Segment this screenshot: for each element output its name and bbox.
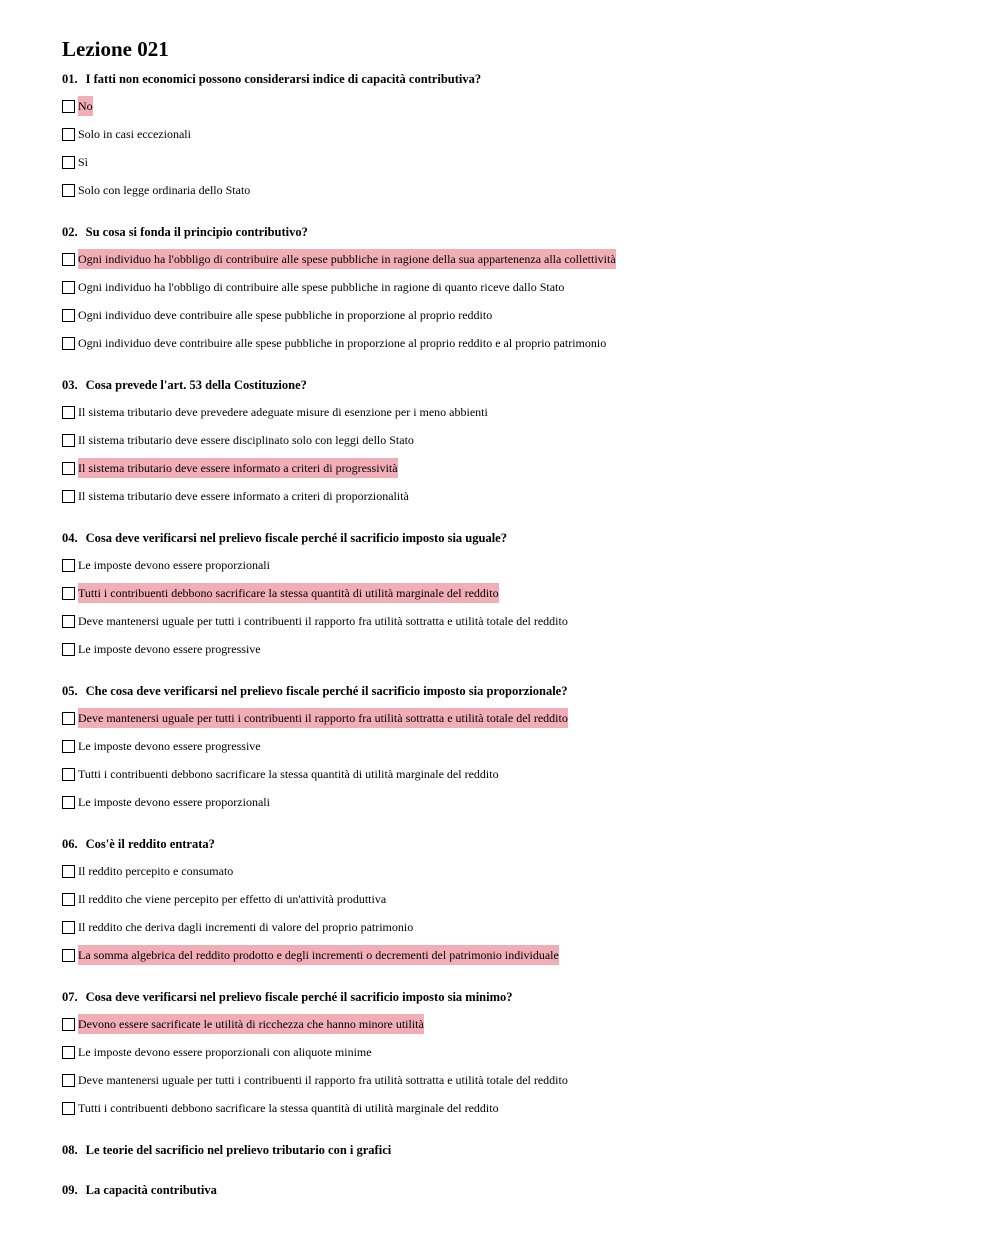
question-heading (62, 376, 962, 394)
answer-checkbox[interactable] (62, 490, 75, 503)
answer-option[interactable] (62, 96, 962, 116)
question-8 (62, 1141, 962, 1181)
answer-checkbox[interactable] (62, 184, 75, 197)
answer-label: Il sistema tributario deve prevedere adeguate misure di esenzione per i meno abbienti (78, 405, 488, 419)
answer-option[interactable] (62, 639, 962, 659)
answer-option[interactable] (62, 764, 962, 784)
answer-checkbox[interactable] (62, 128, 75, 141)
question-number: 04. (62, 531, 78, 545)
answer-checkbox[interactable] (62, 949, 75, 962)
question-2 (62, 223, 962, 376)
question-list (62, 70, 962, 1221)
answer-checkbox[interactable] (62, 281, 75, 294)
answer-label: Il sistema tributario deve essere disciplinato solo con leggi dello Stato (78, 433, 414, 447)
answer-option[interactable] (62, 430, 962, 450)
answer-checkbox[interactable] (62, 1074, 75, 1087)
question-4 (62, 529, 962, 682)
answer-label: Le imposte devono essere proporzionali (78, 558, 270, 572)
correct-answer-label: Devono essere sacrificate le utilità di ricchezza che hanno minore utilità (78, 1014, 424, 1034)
answer-label: Deve mantenersi uguale per tutti i contribuenti il rapporto fra utilità sottratta e utilità totale del reddito (78, 614, 568, 628)
answer-option[interactable] (62, 889, 962, 909)
question-text: La capacità contributiva (85, 1183, 217, 1197)
question-1 (62, 70, 962, 223)
question-text: Le teorie del sacrificio nel prelievo tributario con i grafici (85, 1143, 392, 1157)
question-6 (62, 835, 962, 988)
question-heading (62, 70, 962, 88)
answer-checkbox[interactable] (62, 1018, 75, 1031)
answer-checkbox[interactable] (62, 1046, 75, 1059)
answer-label: Il sistema tributario deve essere informato a criteri di proporzionalità (78, 489, 409, 503)
answer-options (62, 861, 962, 965)
answer-option[interactable] (62, 708, 962, 728)
answer-options (62, 555, 962, 659)
question-7 (62, 988, 962, 1141)
answer-option[interactable] (62, 305, 962, 325)
answer-checkbox[interactable] (62, 253, 75, 266)
answer-option[interactable] (62, 611, 962, 631)
question-heading (62, 529, 962, 547)
answer-label: Le imposte devono essere proporzionali con aliquote minime (78, 1045, 372, 1059)
question-number: 03. (62, 378, 78, 392)
question-number: 07. (62, 990, 78, 1004)
answer-option[interactable] (62, 945, 962, 965)
answer-option[interactable] (62, 917, 962, 937)
answer-option[interactable] (62, 124, 962, 144)
answer-option[interactable] (62, 583, 962, 603)
answer-label: Il reddito che viene percepito per effetto di un'attività produttiva (78, 892, 387, 906)
answer-checkbox[interactable] (62, 768, 75, 781)
answer-option[interactable] (62, 555, 962, 575)
answer-checkbox[interactable] (62, 740, 75, 753)
answer-checkbox[interactable] (62, 893, 75, 906)
answer-options (62, 96, 962, 200)
question-text: Cosa deve verificarsi nel prelievo fiscale perché il sacrificio imposto sia uguale? (85, 531, 507, 545)
correct-answer-label: Ogni individuo ha l'obbligo di contribuire alle spese pubbliche in ragione della sua appartenenza alla collettività (78, 249, 616, 269)
answer-checkbox[interactable] (62, 1102, 75, 1115)
answer-checkbox[interactable] (62, 309, 75, 322)
answer-option[interactable] (62, 861, 962, 881)
answer-label: Le imposte devono essere progressive (78, 642, 261, 656)
answer-label: Tutti i contribuenti debbono sacrificare la stessa quantità di utilità marginale del reddito (78, 1101, 499, 1115)
answer-options (62, 249, 962, 353)
correct-answer-label: Deve mantenersi uguale per tutti i contribuenti il rapporto fra utilità sottratta e utilità totale del reddito (78, 708, 568, 728)
answer-label: Ogni individuo deve contribuire alle spese pubbliche in proporzione al proprio reddito e al proprio patrimonio (78, 336, 607, 350)
answer-option[interactable] (62, 152, 962, 172)
answer-option[interactable] (62, 458, 962, 478)
answer-option[interactable] (62, 792, 962, 812)
answer-options (62, 708, 962, 812)
answer-checkbox[interactable] (62, 434, 75, 447)
question-number: 08. (62, 1143, 78, 1157)
question-text: I fatti non economici possono considerarsi indice di capacità contributiva? (85, 72, 482, 86)
question-number: 01. (62, 72, 78, 86)
question-text: Cos'è il reddito entrata? (85, 837, 215, 851)
answer-checkbox[interactable] (62, 462, 75, 475)
answer-checkbox[interactable] (62, 156, 75, 169)
answer-option[interactable] (62, 736, 962, 756)
answer-checkbox[interactable] (62, 615, 75, 628)
answer-checkbox[interactable] (62, 796, 75, 809)
answer-label: Ogni individuo deve contribuire alle spese pubbliche in proporzione al proprio reddito (78, 308, 493, 322)
question-text: Cosa deve verificarsi nel prelievo fiscale perché il sacrificio imposto sia minimo? (85, 990, 513, 1004)
question-heading (62, 682, 962, 700)
question-heading (62, 1141, 962, 1159)
question-heading (62, 835, 962, 853)
quiz-page (62, 36, 962, 1221)
answer-option[interactable] (62, 402, 962, 422)
answer-option[interactable] (62, 180, 962, 200)
answer-checkbox[interactable] (62, 406, 75, 419)
question-heading (62, 988, 962, 1006)
answer-option[interactable] (62, 1098, 962, 1118)
answer-checkbox[interactable] (62, 712, 75, 725)
answer-option[interactable] (62, 249, 962, 269)
answer-label: Le imposte devono essere progressive (78, 739, 261, 753)
answer-checkbox[interactable] (62, 921, 75, 934)
answer-option[interactable] (62, 1042, 962, 1062)
question-text: Cosa prevede l'art. 53 della Costituzione? (85, 378, 307, 392)
answer-label: Sì (78, 155, 89, 169)
question-text: Che cosa deve verificarsi nel prelievo fiscale perché il sacrificio imposto sia proporzionale? (85, 684, 568, 698)
answer-checkbox[interactable] (62, 865, 75, 878)
question-5 (62, 682, 962, 835)
answer-checkbox[interactable] (62, 587, 75, 600)
question-heading (62, 1181, 962, 1199)
answer-option[interactable] (62, 1014, 962, 1034)
answer-label: Solo in casi eccezionali (78, 127, 191, 141)
correct-answer-label: Il sistema tributario deve essere informato a criteri di progressività (78, 458, 398, 478)
answer-checkbox[interactable] (62, 100, 75, 113)
answer-option[interactable] (62, 1070, 962, 1090)
answer-label: Le imposte devono essere proporzionali (78, 795, 270, 809)
correct-answer-label: Tutti i contribuenti debbono sacrificare la stessa quantità di utilità marginale del reddito (78, 583, 499, 603)
correct-answer-label: No (78, 96, 93, 116)
question-3 (62, 376, 962, 529)
answer-label: Ogni individuo ha l'obbligo di contribuire alle spese pubbliche in ragione di quanto riceve dallo Stato (78, 280, 565, 294)
answer-checkbox[interactable] (62, 559, 75, 572)
answer-checkbox[interactable] (62, 643, 75, 656)
answer-options (62, 402, 962, 506)
question-text: Su cosa si fonda il principio contributivo? (85, 225, 308, 239)
answer-option[interactable] (62, 277, 962, 297)
answer-label: Solo con legge ordinaria dello Stato (78, 183, 251, 197)
answer-label: Deve mantenersi uguale per tutti i contribuenti il rapporto fra utilità sottratta e utilità totale del reddito (78, 1073, 568, 1087)
answer-options (62, 1014, 962, 1118)
question-number: 06. (62, 837, 78, 851)
answer-option[interactable] (62, 486, 962, 506)
lesson-title: Lezione 021 (62, 37, 169, 61)
question-heading (62, 223, 962, 241)
question-number: 02. (62, 225, 78, 239)
answer-checkbox[interactable] (62, 337, 75, 350)
answer-label: Il reddito che deriva dagli incrementi di valore del proprio patrimonio (78, 920, 414, 934)
question-9 (62, 1181, 962, 1221)
question-number: 05. (62, 684, 78, 698)
answer-label: Il reddito percepito e consumato (78, 864, 234, 878)
answer-label: Tutti i contribuenti debbono sacrificare la stessa quantità di utilità marginale del reddito (78, 767, 499, 781)
answer-option[interactable] (62, 333, 962, 353)
question-number: 09. (62, 1183, 78, 1197)
correct-answer-label: La somma algebrica del reddito prodotto e degli incrementi o decrementi del patrimonio individuale (78, 945, 559, 965)
